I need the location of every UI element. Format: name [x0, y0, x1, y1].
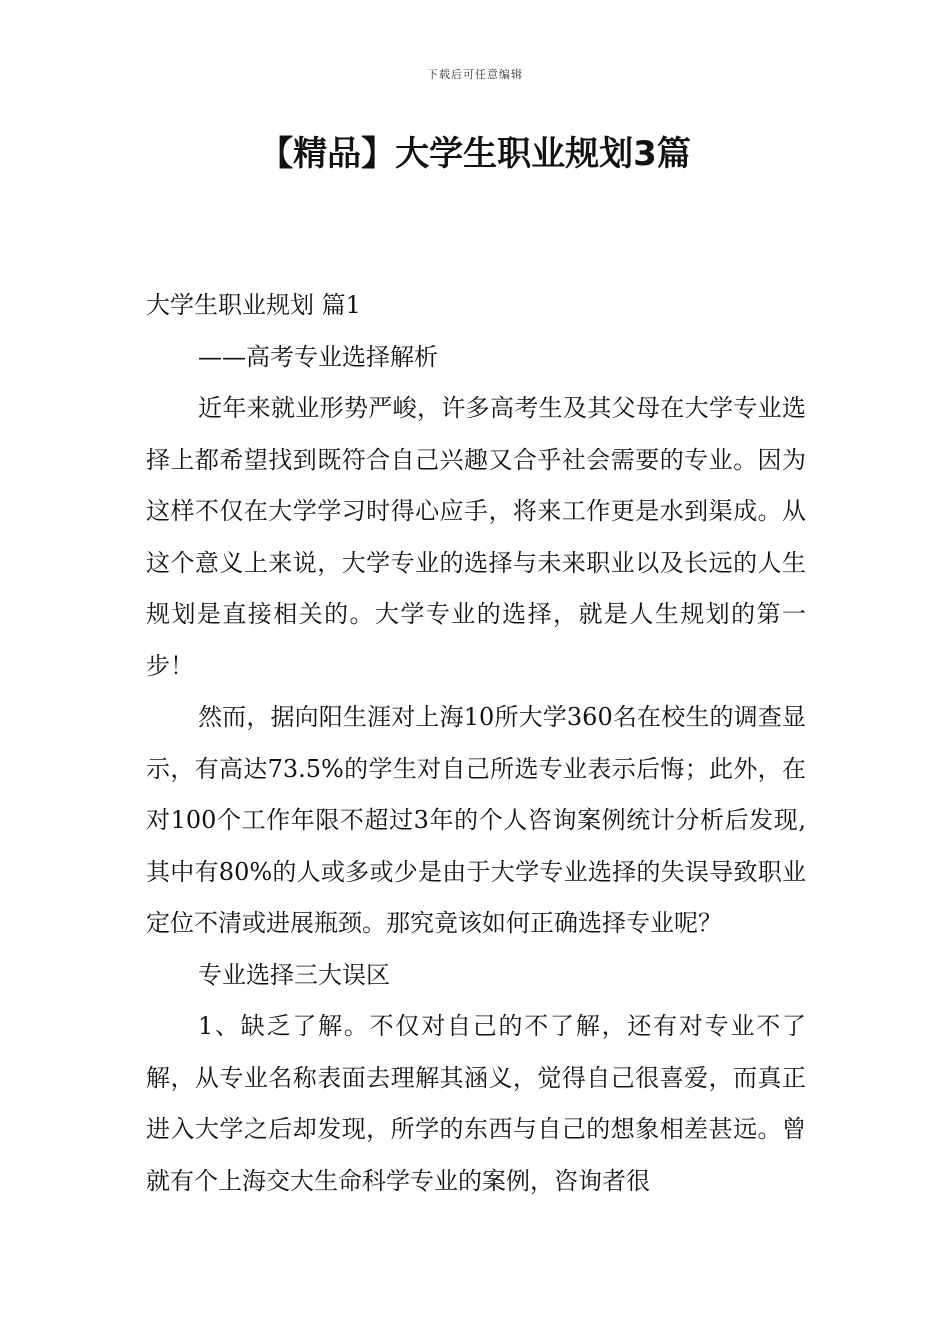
paragraph: 1、缺乏了解。不仅对自己的不了解，还有对专业不了解，从专业名称表面去理解其涵义，觉得自己很喜爱，而真正进入大学之后却发现，所学的东西与自己的想象相差甚远。曾就有个上海交大生命科学专业的案例，咨询者很 — [146, 1012, 806, 1195]
paragraph: 然而，据向阳生涯对上海10所大学360名在校生的调查显示，有高达73.5%的学生对自己所选专业表示后悔；此外，在对100个工作年限不超过3年的个人咨询案例统计分析后发现,其中有80%的人或多或少是由于大学专业选择的失误导致职业定位不清或进展瓶颈。那究竟该如何正确选择专业呢？ — [146, 703, 806, 937]
document-body — [146, 280, 806, 1207]
paragraph-heading: 专业选择三大误区 — [198, 960, 390, 989]
section-heading: 大学生职业规划 篇1 — [146, 291, 361, 319]
header-note: 下载后可任意编辑 — [427, 68, 523, 81]
paragraph: 近年来就业形势严峻，许多高考生及其父母在大学专业选择上都希望找到既符合自己兴趣又合乎社会需要的专业。因为这样不仅在大学学习时得心应手，将来工作更是水到渠成。从这个意义上来说，大学专业的选择与未来职业以及长远的人生规划是直接相关的。大学专业的选择，就是人生规划的第一步！ — [146, 394, 806, 680]
document-title: 【精品】大学生职业规划3篇 — [259, 134, 691, 174]
section-subheading: ——高考专业选择解析 — [198, 342, 438, 371]
